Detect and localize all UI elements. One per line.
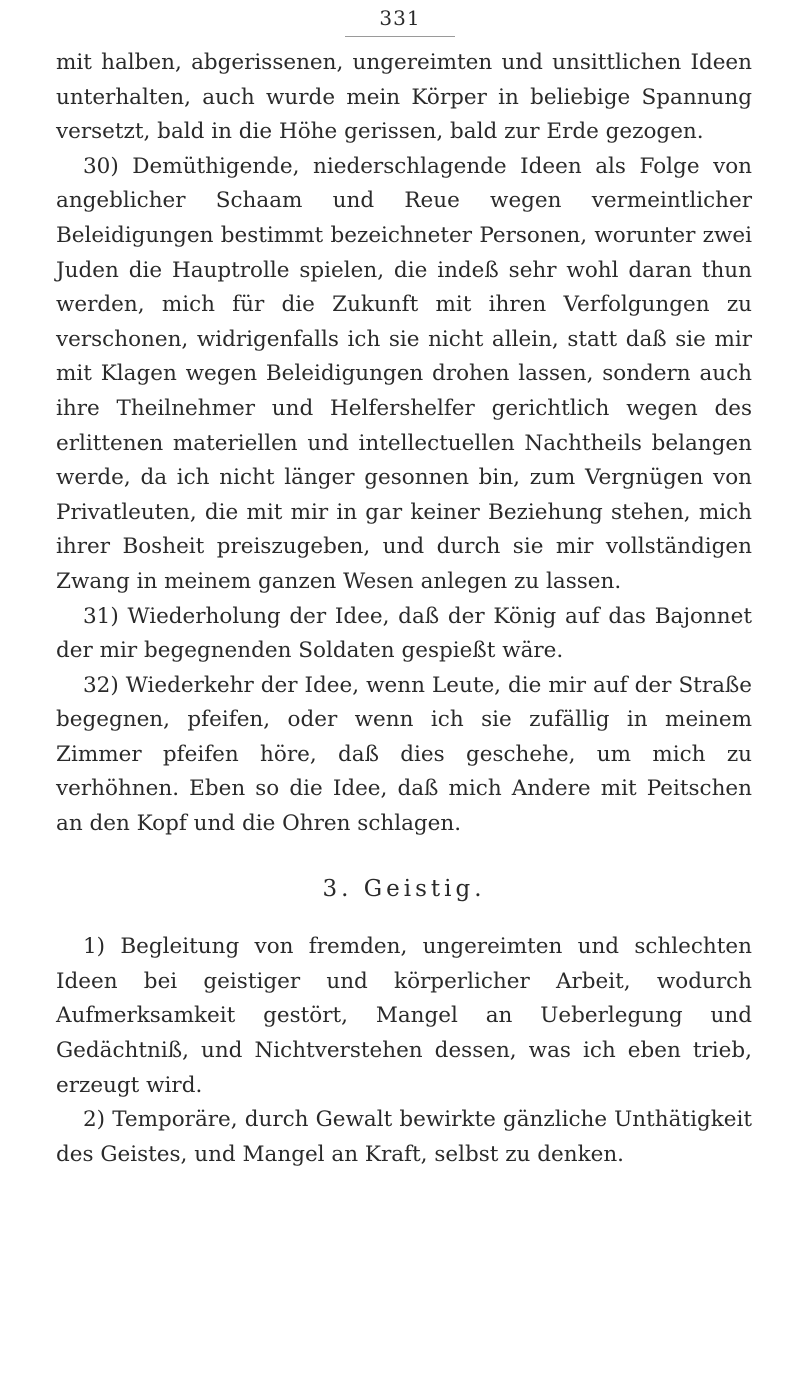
list-item: 2) Temporäre, durch Gewalt bewirkte gänzliche Unthätigkeit des Geistes, und Mangel an Kraft, selbst zu denken. <box>56 1107 752 1167</box>
page-number-rule <box>345 36 455 37</box>
continuation-paragraph: mit halben, abgerissenen, ungereimten und unsittlichen Ideen unterhalten, auch wurde mein Körper in beliebige Spannung versetzt, bald in die Höhe gerissen, bald zur Erde gezogen. <box>56 50 752 145</box>
section-heading: 3. Geistig. <box>322 875 486 902</box>
page-number: 331 <box>379 6 421 30</box>
list-item: 32) Wiederkehr der Idee, wenn Leute, die mir auf der Straße begegnen, pfeifen, oder wenn ich sie zufällig in meinem Zimmer pfeifen höre, daß dies geschehe, um mich zu verhöhnen. Eben so die Idee, daß mich Andere mit Peitschen an den Kopf und die Ohren schlagen. <box>56 672 752 837</box>
page-body <box>56 46 752 1172</box>
list-item: 31) Wiederholung der Idee, daß der König auf das Bajonnet der mir begegnenden Soldaten gespießt wäre. <box>56 603 752 664</box>
list-item: 30) Demüthigende, niederschlagende Ideen als Folge von angeblicher Schaam und Reue wegen vermeintlicher Beleidigungen bestimmt bezeichneter Personen, worunter zwei Juden die Hauptrolle spielen, die indeß sehr wohl daran thun werden, mich für die Zukunft mit ihren Verfolgungen zu verschonen, widrigenfalls ich sie nicht allein, statt daß sie mir mit Klagen wegen Beleidigungen drohen lassen, sondern auch ihre Theilnehmer und Helfershelfer gerichtlich wegen des erlittenen materiellen und intellectuellen Nachtheils belangen werde, da ich nicht länger gesonnen bin, zum Vergnügen von Privatleuten, die mit mir in gar keiner Beziehung stehen, mich ihrer Bosheit preiszugeben, und durch sie mir vollständigen Zwang in meinem ganzen Wesen anlegen zu lassen. <box>56 153 752 594</box>
list-item: 1) Begleitung von fremden, ungereimten und schlechten Ideen bei geistiger und körperlicher Arbeit, wodurch Aufmerksamkeit gestört, Mangel an Ueberlegung und Gedächtniß, und Nichtverstehen dessen, was ich eben trieb, erzeugt wird. <box>56 934 752 1098</box>
